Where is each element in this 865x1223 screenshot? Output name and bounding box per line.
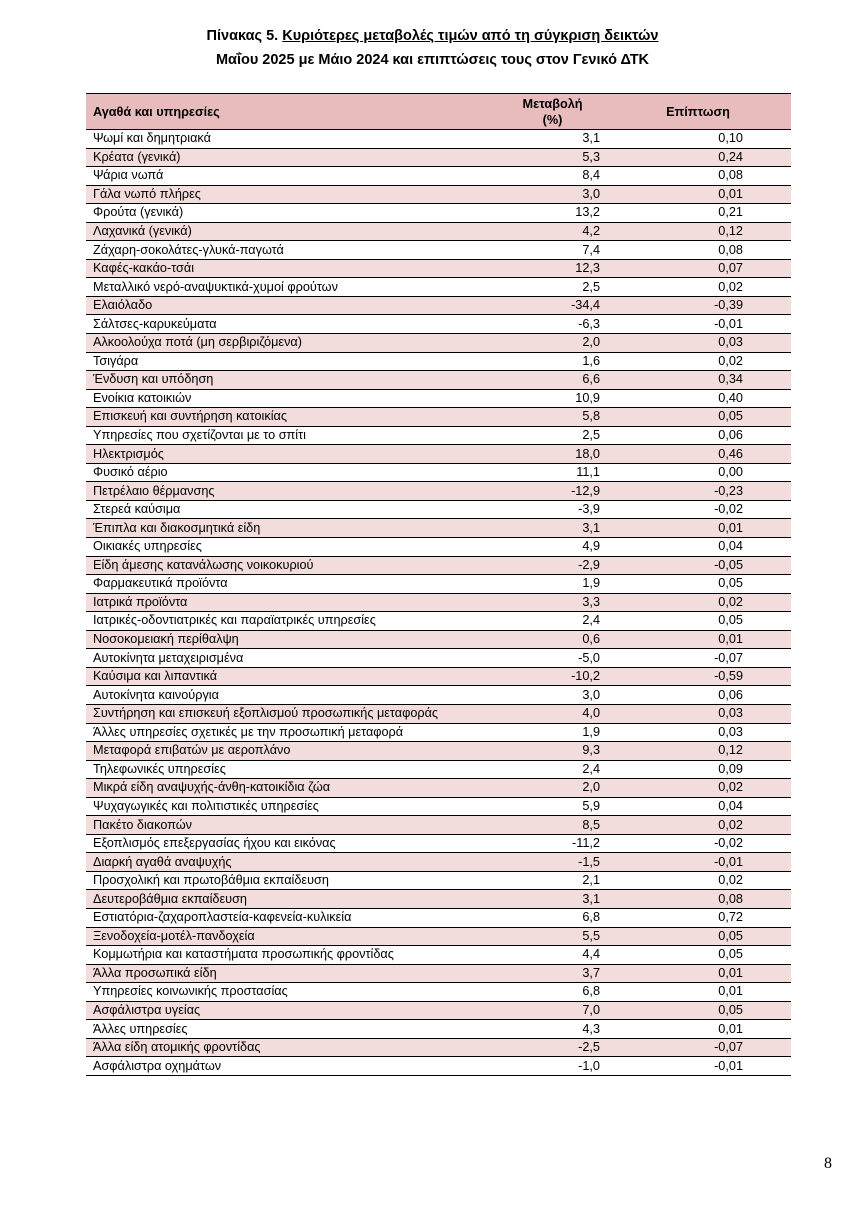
row-change: 5,3	[488, 148, 605, 167]
row-impact: -0,07	[605, 1038, 791, 1057]
row-impact: 0,40	[605, 389, 791, 408]
row-impact: 0,24	[605, 148, 791, 167]
table-row	[86, 148, 791, 167]
row-change: -11,2	[488, 834, 605, 853]
row-impact: -0,01	[605, 1057, 791, 1076]
row-item: Φυσικό αέριο	[86, 463, 488, 482]
row-item: Πακέτο διακοπών	[86, 816, 488, 835]
row-change: -2,9	[488, 556, 605, 575]
row-impact: 0,08	[605, 167, 791, 186]
row-change: -2,5	[488, 1038, 605, 1057]
row-change: 2,5	[488, 278, 605, 297]
row-change: 5,5	[488, 927, 605, 946]
row-item: Είδη άμεσης κατανάλωσης νοικοκυριού	[86, 556, 488, 575]
table-row	[86, 296, 791, 315]
row-item: Καύσιμα και λιπαντικά	[86, 667, 488, 686]
row-impact: 0,09	[605, 760, 791, 779]
table-row	[86, 315, 791, 334]
row-item: Ψυχαγωγικές και πολιτιστικές υπηρεσίες	[86, 797, 488, 816]
table-row	[86, 649, 791, 668]
row-item: Σάλτσες-καρυκεύματα	[86, 315, 488, 334]
row-impact: 0,12	[605, 222, 791, 241]
row-impact: 0,05	[605, 575, 791, 594]
row-impact: -0,23	[605, 482, 791, 501]
row-change: 3,0	[488, 686, 605, 705]
row-item: Ελαιόλαδο	[86, 296, 488, 315]
row-change: 3,3	[488, 593, 605, 612]
row-impact: -0,02	[605, 834, 791, 853]
row-impact: 0,10	[605, 130, 791, 149]
row-change: 2,5	[488, 426, 605, 445]
row-impact: 0,05	[605, 946, 791, 965]
table-row	[86, 593, 791, 612]
row-change: 1,6	[488, 352, 605, 371]
row-item: Μεταλλικό νερό-αναψυκτικά-χυμοί φρούτων	[86, 278, 488, 297]
row-item: Φρούτα (γενικά)	[86, 204, 488, 223]
row-item: Άλλα είδη ατομικής φροντίδας	[86, 1038, 488, 1057]
row-impact: 0,46	[605, 445, 791, 464]
table-row	[86, 816, 791, 835]
row-change: 3,1	[488, 130, 605, 149]
row-impact: 0,12	[605, 742, 791, 761]
row-change: 5,8	[488, 408, 605, 427]
table-row	[86, 500, 791, 519]
row-item: Άλλες υπηρεσίες σχετικές με την προσωπική μεταφορά	[86, 723, 488, 742]
row-impact: 0,08	[605, 890, 791, 909]
row-impact: 0,01	[605, 1020, 791, 1039]
table-row	[86, 1001, 791, 1020]
row-item: Συντήρηση και επισκευή εξοπλισμού προσωπικής μεταφοράς	[86, 704, 488, 723]
table-row	[86, 519, 791, 538]
row-change: 3,7	[488, 964, 605, 983]
table-row	[86, 538, 791, 557]
table-row	[86, 463, 791, 482]
row-change: 12,3	[488, 259, 605, 278]
row-change: 6,8	[488, 983, 605, 1002]
row-change: 6,6	[488, 371, 605, 390]
row-item: Ζάχαρη-σοκολάτες-γλυκά-παγωτά	[86, 241, 488, 260]
row-impact: 0,07	[605, 259, 791, 278]
row-change: 5,9	[488, 797, 605, 816]
row-change: 13,2	[488, 204, 605, 223]
row-change: 2,4	[488, 760, 605, 779]
row-change: 4,4	[488, 946, 605, 965]
table-title-prefix: Πίνακας 5.	[206, 28, 283, 44]
table-row	[86, 853, 791, 872]
row-impact: -0,39	[605, 296, 791, 315]
row-impact: 0,02	[605, 593, 791, 612]
table-body	[86, 130, 791, 1076]
row-impact: 0,08	[605, 241, 791, 260]
row-change: -1,0	[488, 1057, 605, 1076]
table-row	[86, 1020, 791, 1039]
row-change: -3,9	[488, 500, 605, 519]
row-item: Ενοίκια κατοικιών	[86, 389, 488, 408]
header-change	[488, 94, 605, 130]
table-row	[86, 667, 791, 686]
row-impact: 0,02	[605, 816, 791, 835]
table-row	[86, 389, 791, 408]
table-row	[86, 204, 791, 223]
row-change: 1,9	[488, 575, 605, 594]
row-change: 7,4	[488, 241, 605, 260]
table-row	[86, 1038, 791, 1057]
row-impact: -0,02	[605, 500, 791, 519]
row-impact: 0,00	[605, 463, 791, 482]
row-impact: 0,01	[605, 630, 791, 649]
row-change: 2,4	[488, 612, 605, 631]
table-row	[86, 167, 791, 186]
table-header-row	[86, 94, 791, 130]
table-row	[86, 408, 791, 427]
row-item: Ξενοδοχεία-μοτέλ-πανδοχεία	[86, 927, 488, 946]
table-row	[86, 426, 791, 445]
table-row	[86, 445, 791, 464]
table-row	[86, 222, 791, 241]
table-row	[86, 797, 791, 816]
row-change: 3,0	[488, 185, 605, 204]
row-impact: 0,01	[605, 519, 791, 538]
table-row	[86, 760, 791, 779]
table-row	[86, 704, 791, 723]
table-row	[86, 1057, 791, 1076]
table-row	[86, 686, 791, 705]
row-change: -10,2	[488, 667, 605, 686]
row-item: Τηλεφωνικές υπηρεσίες	[86, 760, 488, 779]
row-impact: -0,59	[605, 667, 791, 686]
row-impact: 0,21	[605, 204, 791, 223]
row-item: Ψάρια νωπά	[86, 167, 488, 186]
row-impact: 0,02	[605, 352, 791, 371]
row-change: 18,0	[488, 445, 605, 464]
row-change: 6,8	[488, 908, 605, 927]
table-title-main: Κυριότερες μεταβολές τιμών από τη σύγκριση δεικτών	[282, 28, 659, 44]
row-item: Άλλα προσωπικά είδη	[86, 964, 488, 983]
row-item: Ψωμί και δημητριακά	[86, 130, 488, 149]
row-impact: 0,02	[605, 779, 791, 798]
row-item: Κρέατα (γενικά)	[86, 148, 488, 167]
row-item: Εξοπλισμός επεξεργασίας ήχου και εικόνας	[86, 834, 488, 853]
row-impact: 0,34	[605, 371, 791, 390]
row-item: Κομμωτήρια και καταστήματα προσωπικής φροντίδας	[86, 946, 488, 965]
table-row	[86, 259, 791, 278]
row-change: 2,0	[488, 779, 605, 798]
row-item: Προσχολική και πρωτοβάθμια εκπαίδευση	[86, 871, 488, 890]
table-row	[86, 927, 791, 946]
row-item: Άλλες υπηρεσίες	[86, 1020, 488, 1039]
row-change: -34,4	[488, 296, 605, 315]
row-item: Μικρά είδη αναψυχής-άνθη-κατοικίδια ζώα	[86, 779, 488, 798]
row-item: Δευτεροβάθμια εκπαίδευση	[86, 890, 488, 909]
table-row	[86, 185, 791, 204]
table-row	[86, 890, 791, 909]
row-impact: -0,01	[605, 315, 791, 334]
table-row	[86, 983, 791, 1002]
table-row	[86, 612, 791, 631]
page-number: 8	[824, 1155, 832, 1172]
row-item: Μεταφορά επιβατών με αεροπλάνο	[86, 742, 488, 761]
row-impact: 0,01	[605, 185, 791, 204]
row-impact: -0,01	[605, 853, 791, 872]
header-change-line-1: Μεταβολή	[522, 96, 583, 111]
row-item: Γάλα νωπό πλήρες	[86, 185, 488, 204]
table-row	[86, 278, 791, 297]
row-item: Νοσοκομειακή περίθαλψη	[86, 630, 488, 649]
row-item: Ιατρικά προϊόντα	[86, 593, 488, 612]
row-change: 4,3	[488, 1020, 605, 1039]
row-change: 7,0	[488, 1001, 605, 1020]
row-item: Υπηρεσίες που σχετίζονται με το σπίτι	[86, 426, 488, 445]
row-item: Έπιπλα και διακοσμητικά είδη	[86, 519, 488, 538]
table-row	[86, 352, 791, 371]
table-row	[86, 241, 791, 260]
row-impact: 0,05	[605, 927, 791, 946]
table-row	[86, 556, 791, 575]
row-impact: 0,05	[605, 408, 791, 427]
row-impact: 0,04	[605, 538, 791, 557]
row-change: 4,9	[488, 538, 605, 557]
row-change: -1,5	[488, 853, 605, 872]
row-change: 11,1	[488, 463, 605, 482]
row-change: 3,1	[488, 519, 605, 538]
table-row	[86, 482, 791, 501]
row-item: Αυτοκίνητα καινούργια	[86, 686, 488, 705]
row-item: Τσιγάρα	[86, 352, 488, 371]
table-row	[86, 908, 791, 927]
row-item: Αλκοολούχα ποτά (μη σερβιριζόμενα)	[86, 334, 488, 353]
row-item: Ιατρικές-οδοντιατρικές και παραϊατρικές υπηρεσίες	[86, 612, 488, 631]
table-row	[86, 779, 791, 798]
row-impact: 0,02	[605, 871, 791, 890]
table-row	[86, 964, 791, 983]
row-item: Ασφάλιστρα υγείας	[86, 1001, 488, 1020]
row-impact: 0,03	[605, 334, 791, 353]
row-impact: 0,01	[605, 964, 791, 983]
row-impact: 0,06	[605, 686, 791, 705]
row-change: 8,5	[488, 816, 605, 835]
row-item: Στερεά καύσιμα	[86, 500, 488, 519]
header-item: Αγαθά και υπηρεσίες	[86, 94, 488, 130]
table-row	[86, 334, 791, 353]
row-impact: 0,05	[605, 612, 791, 631]
row-impact: 0,05	[605, 1001, 791, 1020]
row-item: Ασφάλιστρα οχημάτων	[86, 1057, 488, 1076]
row-change: 2,1	[488, 871, 605, 890]
row-item: Ηλεκτρισμός	[86, 445, 488, 464]
row-impact: 0,72	[605, 908, 791, 927]
table-row	[86, 130, 791, 149]
row-impact: 0,03	[605, 704, 791, 723]
table-row	[86, 871, 791, 890]
row-impact: -0,07	[605, 649, 791, 668]
row-change: 8,4	[488, 167, 605, 186]
table-row	[86, 834, 791, 853]
table-row	[86, 946, 791, 965]
row-item: Φαρμακευτικά προϊόντα	[86, 575, 488, 594]
row-item: Επισκευή και συντήρηση κατοικίας	[86, 408, 488, 427]
row-change: -6,3	[488, 315, 605, 334]
row-item: Υπηρεσίες κοινωνικής προστασίας	[86, 983, 488, 1002]
row-change: 0,6	[488, 630, 605, 649]
table-row	[86, 742, 791, 761]
row-change: -5,0	[488, 649, 605, 668]
price-changes-table	[86, 93, 791, 1076]
row-change: 3,1	[488, 890, 605, 909]
table-title-line-2: Μαΐου 2025 με Μάιο 2024 και επιπτώσεις τους στον Γενικό ΔΤΚ	[215, 52, 650, 68]
row-change: 4,2	[488, 222, 605, 241]
row-impact: 0,01	[605, 983, 791, 1002]
table-row	[86, 371, 791, 390]
row-impact: 0,03	[605, 723, 791, 742]
table-row	[86, 630, 791, 649]
row-item: Εστιατόρια-ζαχαροπλαστεία-καφενεία-κυλικεία	[86, 908, 488, 927]
table-row	[86, 723, 791, 742]
row-impact: 0,02	[605, 278, 791, 297]
row-item: Πετρέλαιο θέρμανσης	[86, 482, 488, 501]
header-impact: Επίπτωση	[605, 94, 791, 130]
row-item: Ένδυση και υπόδηση	[86, 371, 488, 390]
table-title-line-1	[0, 28, 865, 44]
row-item: Οικιακές υπηρεσίες	[86, 538, 488, 557]
row-change: 10,9	[488, 389, 605, 408]
row-change: 4,0	[488, 704, 605, 723]
table-row	[86, 575, 791, 594]
row-change: -12,9	[488, 482, 605, 501]
row-item: Καφές-κακάο-τσάι	[86, 259, 488, 278]
row-change: 9,3	[488, 742, 605, 761]
header-change-line-2: (%)	[542, 112, 563, 127]
row-impact: 0,06	[605, 426, 791, 445]
row-impact: 0,04	[605, 797, 791, 816]
row-impact: -0,05	[605, 556, 791, 575]
row-item: Διαρκή αγαθά αναψυχής	[86, 853, 488, 872]
row-change: 2,0	[488, 334, 605, 353]
row-change: 1,9	[488, 723, 605, 742]
row-item: Λαχανικά (γενικά)	[86, 222, 488, 241]
row-item: Αυτοκίνητα μεταχειρισμένα	[86, 649, 488, 668]
